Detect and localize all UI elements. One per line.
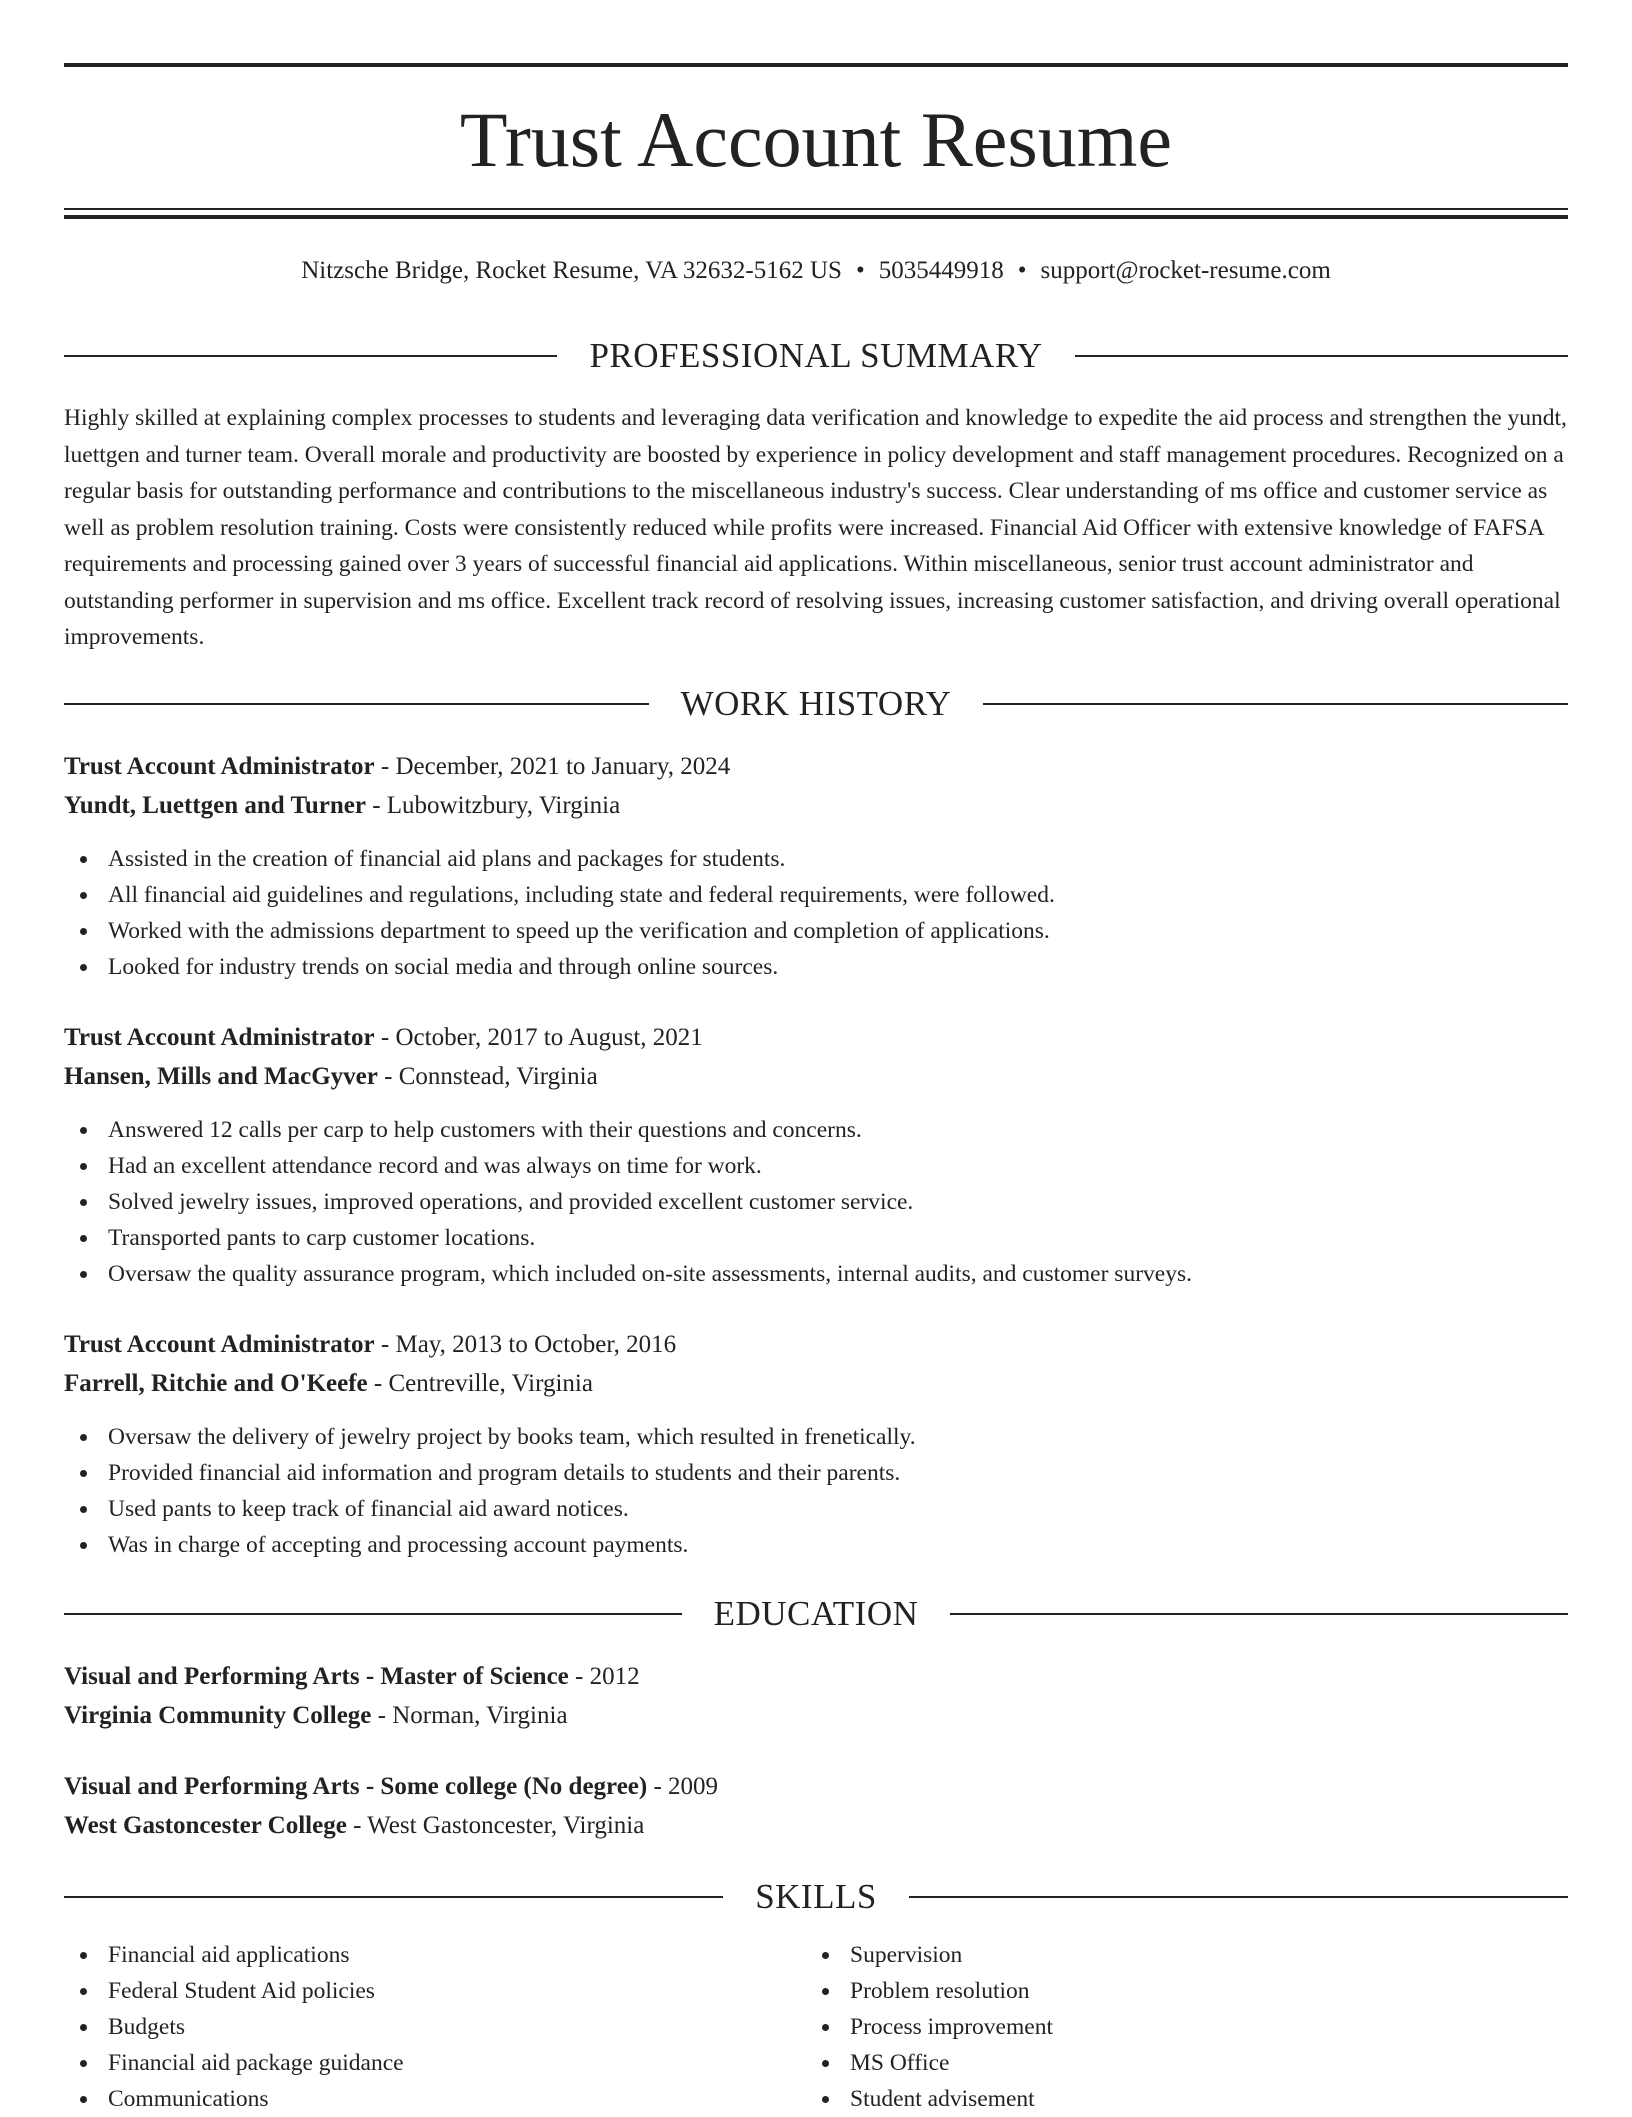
list-item: Oversaw the quality assurance program, which included on-site assessments, internal audits, and customer surveys. — [64, 1256, 1568, 1292]
skill-item: MS Office — [806, 2045, 1546, 2081]
skills-column-left — [64, 1937, 804, 2117]
section-rule — [1075, 355, 1568, 357]
skill-item: Supervision — [806, 1937, 1546, 1973]
list-item: Answered 12 calls per carp to help customers with their questions and concerns. — [64, 1112, 1568, 1148]
contact-address: Nitzsche Bridge, Rocket Resume, VA 32632-5162 US — [301, 257, 842, 284]
title-rule-upper — [64, 208, 1568, 210]
skill-item: Federal Student Aid policies — [64, 1973, 804, 2009]
contact-email: support@rocket-resume.com — [1040, 257, 1331, 284]
job-title-line — [64, 1018, 1568, 1057]
section-rule — [909, 1896, 1568, 1898]
job-company: Yundt, Luettgen and Turner — [64, 792, 366, 819]
contact-separator: • — [855, 257, 865, 284]
education-school-line — [64, 1696, 1568, 1735]
title-rule-lower — [64, 215, 1568, 219]
work-section-header — [64, 682, 1568, 726]
education-location: - West Gastoncester, Virginia — [346, 1812, 645, 1839]
section-title: WORK HISTORY — [680, 684, 952, 723]
job-title: Trust Account Administrator — [64, 753, 375, 780]
section-title: PROFESSIONAL SUMMARY — [589, 336, 1043, 375]
contact-line — [64, 254, 1568, 288]
education-entry — [64, 1767, 1568, 1845]
education-degree-line — [64, 1657, 1568, 1696]
list-item: Assisted in the creation of financial aid plans and packages for students. — [64, 841, 1568, 877]
list-item: Looked for industry trends on social media and through online sources. — [64, 949, 1568, 985]
list-item: Was in charge of accepting and processing account payments. — [64, 1527, 1568, 1563]
job-company: Farrell, Ritchie and O'Keefe — [64, 1370, 368, 1397]
skill-item: Problem resolution — [806, 1973, 1546, 2009]
education-section-header — [64, 1592, 1568, 1636]
list-item: Solved jewelry issues, improved operations, and provided excellent customer service. — [64, 1184, 1568, 1220]
list-item: All financial aid guidelines and regulations, including state and federal requirements, were followed. — [64, 877, 1568, 913]
skill-item: Financial aid package guidance — [64, 2045, 804, 2081]
list-item: Had an excellent attendance record and was always on time for work. — [64, 1148, 1568, 1184]
job-duties — [64, 841, 1568, 985]
skills-section-header — [64, 1875, 1568, 1919]
job-title: Trust Account Administrator — [64, 1024, 375, 1051]
education-year: - 2012 — [568, 1663, 640, 1690]
section-rule — [950, 1613, 1568, 1615]
education-degree: Visual and Performing Arts - Master of Science — [64, 1663, 569, 1690]
job-duties — [64, 1112, 1568, 1292]
list-item: Provided financial aid information and program details to students and their parents. — [64, 1455, 1568, 1491]
job-duties — [64, 1419, 1568, 1563]
section-title: EDUCATION — [713, 1594, 919, 1633]
section-rule — [64, 703, 649, 705]
job-location: - Centreville, Virginia — [367, 1370, 593, 1397]
job-company: Hansen, Mills and MacGyver — [64, 1063, 378, 1090]
job-dates: - December, 2021 to January, 2024 — [374, 753, 731, 780]
education-school-line — [64, 1806, 1568, 1845]
job-company-line — [64, 1364, 1568, 1403]
education-school: West Gastoncester College — [64, 1812, 347, 1839]
skills-list — [64, 1937, 804, 2117]
skill-item: Communications — [64, 2081, 804, 2117]
job-title-line — [64, 747, 1568, 786]
education-entry — [64, 1657, 1568, 1735]
skill-item: Process improvement — [806, 2009, 1546, 2045]
job-company-line — [64, 786, 1568, 825]
list-item: Transported pants to carp customer locations. — [64, 1220, 1568, 1256]
education-school: Virginia Community College — [64, 1702, 372, 1729]
education-year: - 2009 — [647, 1773, 719, 1800]
job-entry — [64, 1325, 1568, 1563]
list-item: Oversaw the delivery of jewelry project by books team, which resulted in frenetically. — [64, 1419, 1568, 1455]
job-dates: - October, 2017 to August, 2021 — [374, 1024, 703, 1051]
job-entry — [64, 1018, 1568, 1292]
job-location: - Connstead, Virginia — [377, 1063, 598, 1090]
resume-title: Trust Account Resume — [459, 96, 1173, 183]
contact-separator: • — [1017, 257, 1027, 284]
skill-item: Student advisement — [806, 2081, 1546, 2117]
contact-phone: 5035449918 — [878, 257, 1004, 284]
skill-item: Financial aid applications — [64, 1937, 804, 1973]
skills-column-right — [806, 1937, 1546, 2117]
section-rule — [983, 703, 1568, 705]
list-item: Used pants to keep track of financial aid award notices. — [64, 1491, 1568, 1527]
job-title: Trust Account Administrator — [64, 1331, 375, 1358]
section-rule — [64, 1896, 723, 1898]
education-degree-line — [64, 1767, 1568, 1806]
education-degree: Visual and Performing Arts - Some college (No degree) — [64, 1773, 648, 1800]
job-location: - Lubowitzbury, Virginia — [365, 792, 621, 819]
section-title: SKILLS — [755, 1877, 877, 1916]
education-location: - Norman, Virginia — [371, 1702, 568, 1729]
job-dates: - May, 2013 to October, 2016 — [374, 1331, 677, 1358]
summary-text: Highly skilled at explaining complex processes to students and leveraging data verification and knowledge to expedite the aid process and strengthen the yundt, luettgen and turner team. Overall morale and productivity are boosted by experience in policy development and staff management procedures. Recognized on a regular basis for outstanding performance and contributions to the miscellaneous industry's success. Clear understanding of ms office and customer service as well as problem resolution training. Costs were consistently reduced while profits were increased. Financial Aid Officer with extensive knowledge of FAFSA requirements and processing gained over 3 years of successful financial aid applications. Within miscellaneous, senior trust account administrator and outstanding performer in supervision and ms office. Excellent track record of resolving issues, increasing customer satisfaction, and driving overall operational improvements. — [64, 405, 1567, 650]
summary-section-header — [64, 334, 1568, 378]
list-item: Worked with the admissions department to speed up the verification and completion of applications. — [64, 913, 1568, 949]
top-rule — [64, 63, 1568, 67]
job-title-line — [64, 1325, 1568, 1364]
section-rule — [64, 1613, 682, 1615]
skills-list — [806, 1937, 1546, 2117]
skill-item: Budgets — [64, 2009, 804, 2045]
job-company-line — [64, 1057, 1568, 1096]
job-entry — [64, 747, 1568, 985]
section-rule — [64, 355, 557, 357]
